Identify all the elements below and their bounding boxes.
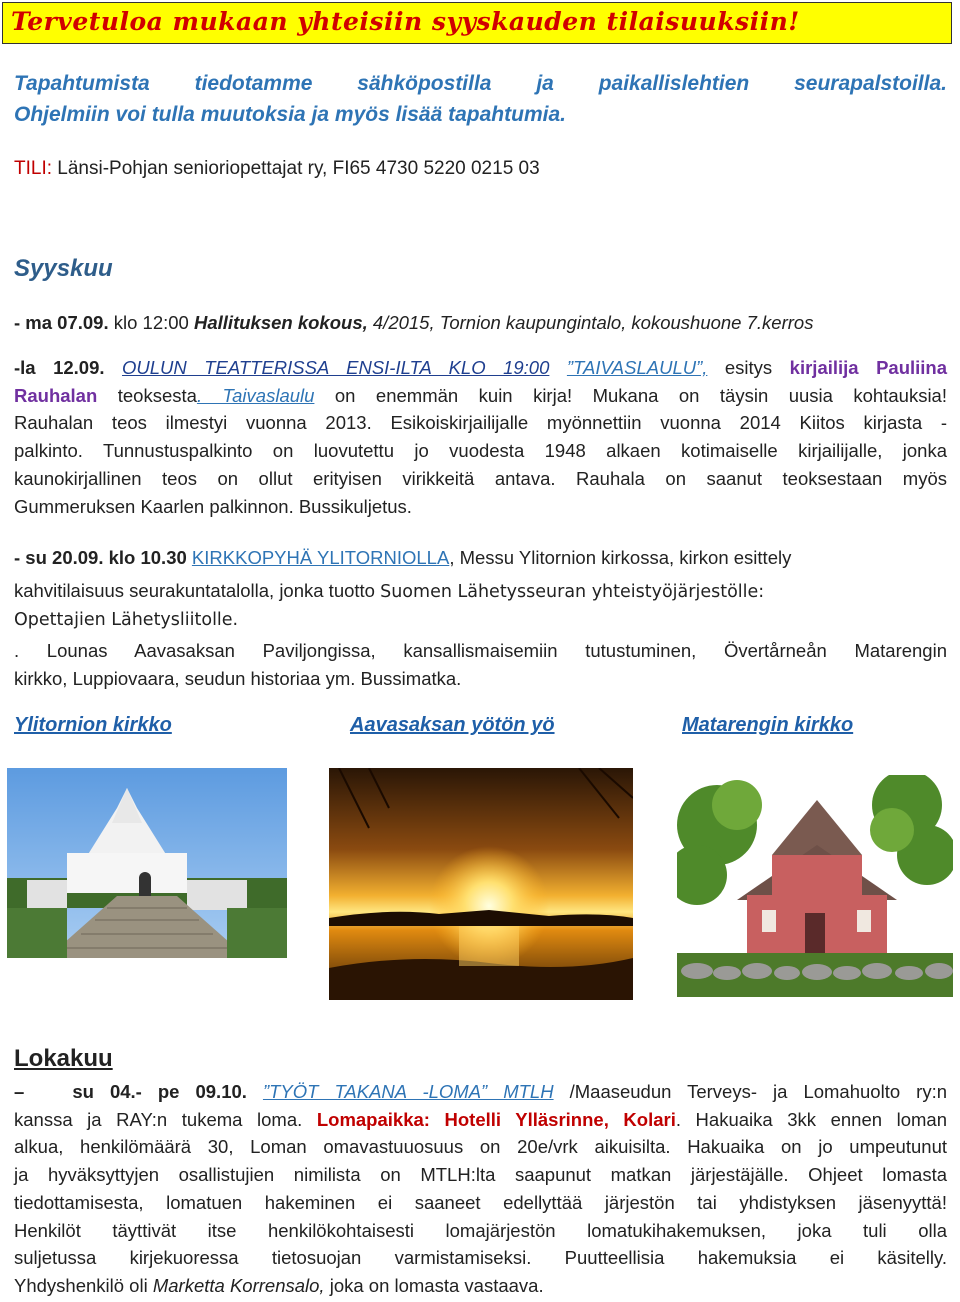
caption-ylitornio: Ylitornion kirkko (14, 714, 172, 736)
event-loma: – su 04.- pe 09.10. ”TYÖT TAKANA -LOMA” MTLH /Maaseudun Terveys- ja Lomahuolto ry:n kanssa ja RAY:n tukema loma. Lomapaikka: Hotelli Ylläsrinne, Kolari. Hakuaika 3kk ennen loman alkua, henkilömäärä 30, Loman omavastuuosuus on 20e/vrk aikuisilta. Hakuaika on jo umpeutunut ja hyväksyttyjen osallistujien nimilista on MTLH:lta saapunut matkan järjestäjälle. Ohjeet lomasta tiedottamisesta, lomatuen hakeminen ei saaneet edellyttää järjestön tai yhdistyksen jäsenyyttä! Henkilöt täyttivät itse henkilökohtaisesti lomajärjestön lomatukihakemuksen, joka tuli olla suljetussa kirjekuoressa tietosuojan varmistamiseksi. Puutteellisia hakemuksia ei käsitelly. Yhdyshenkilö oli Marketta Korrensalo, joka on lomasta vastaava. (14, 1081, 947, 1296)
kirkkopyha-text-2b: Suomen Lähetysseuran yhteistyöjärjestölle: (380, 582, 765, 602)
event-time: klo 12:00 (108, 312, 194, 333)
teatteri-line-6: Gummeruksen Kaarlen palkinnon. Bussikuljetus. (14, 495, 412, 517)
loma-text-8a: Yhdyshenkilö oli (14, 1274, 153, 1296)
teatteri-text-2: on enemmän kuin kirja! Mukana on täysin uusia kohtauksia! (314, 384, 947, 406)
kirkkopyha-more (14, 637, 947, 692)
loma-text-8b: joka on lomasta vastaava. (324, 1274, 544, 1296)
event-date: -la 12.09. (14, 357, 105, 378)
loma-line-7: suljetussa kirjekuoressa tietosuojan varmistamiseksi. Puutteellisia hakemuksia ei käsitelly. (14, 1247, 947, 1269)
lomapaikka: Lomapaikka: Hotelli Ylläsrinne, Kolari (316, 1108, 676, 1130)
kirkkopyha-text-2a: kahvitilaisuus seurakuntatalolla, jonka tuotto (14, 580, 381, 601)
account-label: TILI: (14, 158, 53, 179)
event-date: - su 20.09. klo 10.30 (14, 547, 192, 568)
kirkkopyha-line-2 (14, 577, 947, 606)
heading-syyskuu: Syyskuu (14, 255, 113, 282)
photo-aavasaksan-yoton-yo (329, 768, 633, 1000)
loma-text-1: /Maaseudun Terveys- ja Lomahuolto ry:n (553, 1081, 947, 1102)
teoksesta-text: teoksesta (97, 384, 197, 406)
esitys-text: esitys (707, 357, 790, 378)
event-title: Hallituksen kokous, (194, 312, 368, 333)
caption-aavasaksa: Aavasaksan yötön yö (350, 714, 555, 736)
teatteri-line-5: kaunokirjallinen teos on ollut erityisen virikkeitä antava. Rauhala on saanut teoksestaan myös (14, 467, 947, 489)
author-name: kirjailija Pauliina (789, 357, 948, 378)
event-kirkkopyha (14, 544, 947, 572)
event-date: su 04.- pe 09.10. (72, 1081, 247, 1102)
intro-line-1: Tapahtumista tiedotamme sähköpostilla ja paikallislehtien seurapalstoilla. (14, 72, 947, 95)
event-hallitus (14, 309, 947, 337)
kirkkopyha-line-3: Opettajien Lähetysliitolle. (14, 610, 239, 630)
teatteri-line-3: Rauhalan teos ilmestyi vuonna 2013. Esikoiskirjailijalle myönnettiin vuonna 2014 Kiitos kirjasta - (14, 412, 947, 434)
photo-ylitornion-kirkko (7, 768, 287, 958)
photo-matarengin-kirkko (677, 775, 953, 997)
intro-line-2: Ohjelmiin voi tulla muutoksia ja myös lisää tapahtumia. (14, 103, 566, 126)
taivaslaulu-link[interactable]: . Taivaslaulu (196, 384, 315, 406)
welcome-banner (2, 2, 952, 44)
banner-title: Tervetuloa mukaan yhteisiin syyskauden tilaisuuksiin! (11, 7, 800, 36)
event-teatteri (14, 354, 947, 520)
theatre-title: OULUN TEATTERISSA ENSI-ILTA KLO 19:00 (122, 357, 550, 378)
kirkkopyha-line-5: kirkko, Luppiovaara, seudun historiaa ym. Bussimatka. (14, 667, 462, 689)
play-link[interactable]: ”TAIVASLAULU”, (566, 357, 708, 378)
loma-line-6: Henkilöt täyttivät itse henkilökohtaisesti lomajärjestön lomatukihakemuksen, joka tuli olla (14, 1219, 947, 1241)
account-text: Länsi-Pohjan senioriopettajat ry, FI65 4730 5220 0215 03 (52, 158, 540, 179)
event-place: 4/2015, Tornion kaupungintalo, kokoushuone 7.kerros (367, 312, 814, 333)
account-line (14, 155, 947, 183)
event-date: - ma 07.09. (14, 312, 109, 333)
tyot-takana-link[interactable]: ”TYÖT TAKANA -LOMA” MTLH (262, 1081, 554, 1102)
loma-line-3: alkua, henkilömäärä 30, Loman omavastuuosuus on 20e/vrk aikuisilta. Hakuaika on jo umpeutunut (14, 1136, 947, 1158)
heading-lokakuu: Lokakuu (14, 1045, 113, 1072)
caption-matarengi: Matarengin kirkko (682, 714, 854, 736)
loma-text-2a: kanssa ja RAY:n tukema loma. (14, 1108, 317, 1130)
author-surname: Rauhalan (14, 384, 98, 406)
loma-line-5: tiedottamisesta, lomatuen hakeminen ei saaneet edellyttää järjestön tai yhdistyksen jäsenyyttä! (14, 1191, 947, 1213)
kirkkopyha-link[interactable]: KIRKKOPYHÄ YLITORNIOLLA (191, 547, 450, 568)
kirkkopyha-text: , Messu Ylitornion kirkossa, kirkon esittely (449, 547, 792, 568)
teatteri-line-4: palkinto. Tunnustuspalkinto on luovutettu jo vuodesta 1948 alkaen kotimaiselle kirjailijalle, jonka (14, 440, 947, 462)
loma-text-2c: . Hakuaika 3kk ennen loman (675, 1108, 947, 1130)
kirkkopyha-line-4: . Lounas Aavasaksan Paviljongissa, kansallismaisemiin tutustuminen, Övertårneån Matarengin (14, 640, 947, 661)
loma-line-4: ja hyväksyttyjen osallistujien nimilista on MTLH:lta saapunut matkan järjestäjälle. Ohjeet lomasta (14, 1164, 947, 1186)
contact-person: Marketta Korrensalo, (152, 1274, 325, 1296)
